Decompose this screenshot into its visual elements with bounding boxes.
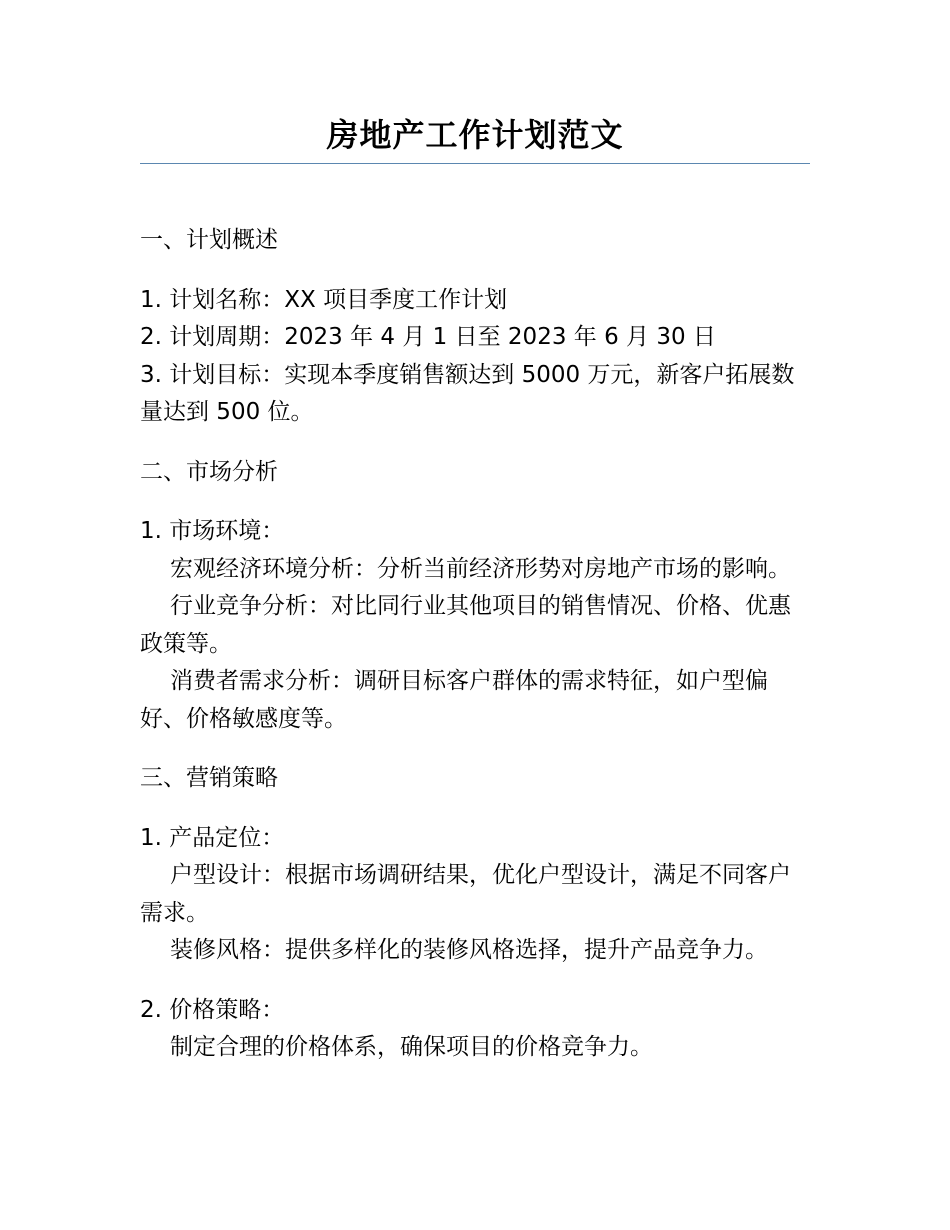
document-title: 房地产工作计划范文	[326, 116, 624, 154]
product-point-decoration: 装修风格：提供多样化的装修风格选择，提升产品竞争力。	[170, 937, 768, 963]
section-heading-marketing: 三、营销策略	[140, 765, 278, 791]
paragraph-gap	[140, 260, 810, 282]
product-positioning-label: 1. 产品定位：	[140, 824, 285, 851]
paragraph-gap	[140, 738, 810, 760]
section-heading-overview: 一、计划概述	[140, 227, 278, 253]
market-point-consumer: 消费者需求分析：调研目标客户群体的需求特征，如户型偏好、价格敏感度等。	[140, 668, 768, 732]
paragraph-gap	[140, 432, 810, 454]
product-point-layout: 户型设计：根据市场调研结果，优化户型设计，满足不同客户需求。	[140, 862, 791, 926]
overview-item-goal: 3. 计划目标：实现本季度销售额达到 5000 万元，新客户拓展数量达到 500 位。	[140, 361, 795, 425]
document-body	[140, 222, 810, 1067]
pricing-point: 制定合理的价格体系，确保项目的价格竞争力。	[170, 1034, 653, 1060]
market-environment-label: 1. 市场环境：	[140, 518, 285, 544]
overview-item-name: 1. 计划名称：XX 项目季度工作计划	[140, 286, 508, 313]
title-divider	[140, 163, 810, 164]
pricing-strategy-label: 2. 价格策略：	[140, 996, 285, 1023]
section-heading-market: 二、市场分析	[140, 458, 278, 485]
market-point-macro: 宏观经济环境分析：分析当前经济形势对房地产市场的影响。	[170, 555, 791, 582]
overview-item-period: 2. 计划周期：2023 年 4 月 1 日至 2023 年 6 月 30 日	[140, 324, 716, 350]
paragraph-gap	[140, 970, 810, 992]
market-point-competition: 行业竞争分析：对比同行业其他项目的销售情况、价格、优惠政策等。	[140, 593, 791, 657]
paragraph-gap	[140, 798, 810, 820]
paragraph-gap	[140, 491, 810, 513]
